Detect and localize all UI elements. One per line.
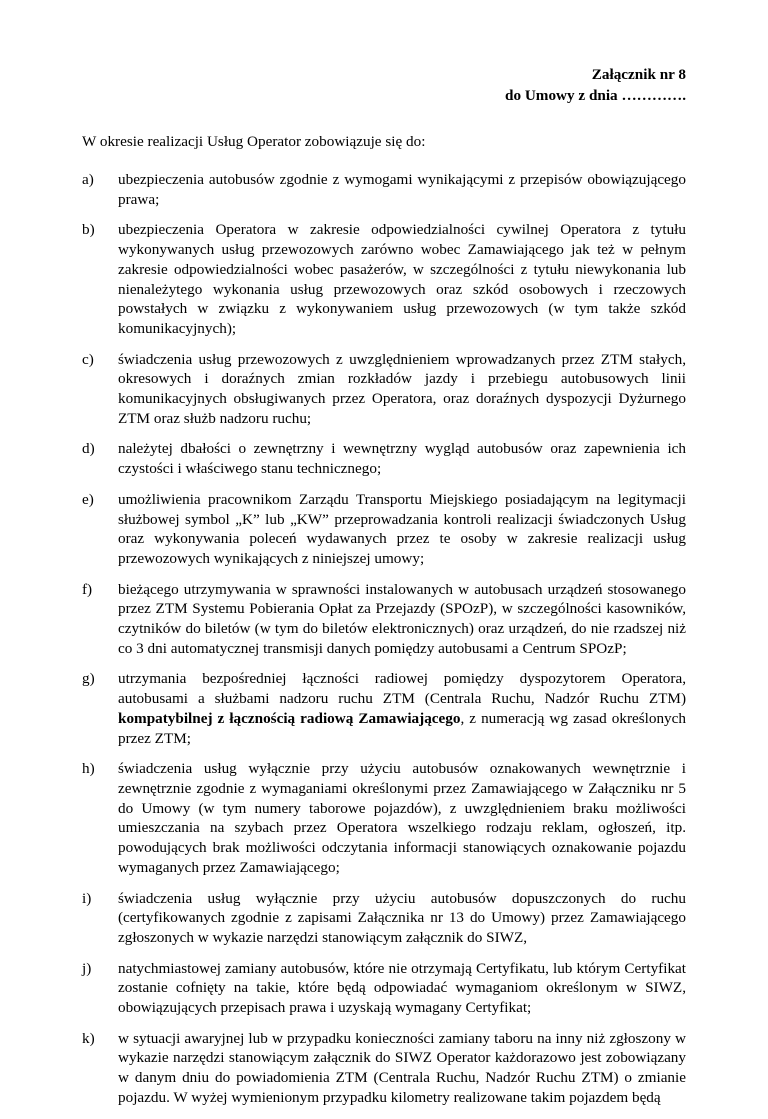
- item-marker: j): [82, 959, 92, 977]
- list-item-a: [82, 170, 686, 209]
- obligations-list: [82, 170, 686, 1119]
- annex-subtitle: do Umowy z dnia ………….: [505, 87, 686, 104]
- item-text: świadczenia usług przewozowych z uwzględnieniem wprowadzanych przez ZTM stałych, okresowych i doraźnych zmian rozkładów jazdy i przebiegu autobusowych linii komunikacyjnych obsługiwanych przez Operatora, oraz doraźnych dyspozycji Dyżurnego ZTM oraz służb nadzoru ruchu;: [118, 350, 686, 427]
- list-item-i: [82, 889, 686, 948]
- item-text: [118, 670, 686, 746]
- item-text-part: utrzymania bezpośredniej łączności radiowej pomiędzy dyspozytorem Operatora, autobusami a służbami nadzoru ruchu ZTM (Centrala Ruchu, Nadzór Ruchu ZTM): [118, 670, 686, 708]
- item-text: ubezpieczenia autobusów zgodnie z wymogami wynikającymi z przepisów obowiązującego prawa;: [118, 171, 686, 208]
- list-item-d: [82, 439, 686, 478]
- item-text: należytej dbałości o zewnętrzny i wewnętrzny wygląd autobusów oraz zapewnienia ich czystości i właściwego stanu technicznego;: [118, 440, 686, 478]
- item-text-bold: kompatybilnej z łącznością radiową Zamawiającego: [118, 709, 461, 727]
- item-text: świadczenia usług wyłącznie przy użyciu autobusów dopuszczonych do ruchu (certyfikowanych zgodnie z zapisami Załącznika nr 13 do Umowy) przez Zamawiającego zgłoszonych w wykazie narzędzi stanowiącym załącznik do SIWZ,: [118, 889, 686, 946]
- item-text-part: , z numeracją wg zasad określonych przez ZTM;: [118, 709, 686, 747]
- list-item-e: [82, 490, 686, 569]
- list-item-f: [82, 580, 686, 659]
- item-marker: d): [82, 440, 95, 458]
- item-text: świadczenia usług wyłącznie przy użyciu autobusów oznakowanych wewnętrznie i zewnętrznie zgodnie z wymaganiami określonymi przez Zamawiającego w Załączniku nr 5 do Umowy (w tym numery taborowe pojazdów), z uwzględnieniem braku możliwości umieszczania na szybach przez Operatora wszelkiego rodzaju reklam, ogłoszeń, itp. powodujących brak możliwości odczytania informacji stanowiących oznakowanie pojazdu wymaganych przez Zamawiającego;: [118, 760, 686, 876]
- list-item-c: [82, 350, 686, 429]
- item-marker: g): [82, 670, 95, 688]
- item-marker: c): [82, 350, 94, 368]
- item-text: w sytuacji awaryjnej lub w przypadku konieczności zamiany taboru na inny niż zgłoszony w wykazie narzędzi stanowiącym załącznik do SIWZ Operator każdorazowo jest zobowiązany w danym dniu do powiadomienia ZTM (Centrala Ruchu, Nadzór Ruchu ZTM) o zmianie pojazdu. W wyżej wymienionym przypadku kilometry realizowane takim pojazdem będą: [118, 1029, 686, 1106]
- item-text: bieżącego utrzymywania w sprawności instalowanych w autobusach urządzeń stosowanego przez ZTM Systemu Pobierania Opłat za Przejazdy (SPOzP), w szczególności kasowników, czytników do biletów (w tym do biletów elektronicznych) oraz urządzeń, do nie rzadszej niż co 3 dni automatycznej transmisji danych pomiędzy autobusami a Centrum SPOzP;: [118, 580, 686, 657]
- annex-title: Załącznik nr 8: [591, 66, 686, 83]
- annex-header: [505, 64, 686, 106]
- item-marker: f): [82, 580, 93, 598]
- item-marker: b): [82, 221, 95, 239]
- item-text: natychmiastowej zamiany autobusów, które nie otrzymają Certyfikatu, lub którym Certyfikat zostanie cofnięty na takie, które będą odpowiadać wymaganiom określonym w SIWZ, obowiązujących przepisach prawa i uzyskają wymagany Certyfikat;: [118, 959, 686, 1017]
- item-marker: i): [82, 889, 92, 907]
- list-item-g: [82, 669, 686, 748]
- item-marker: h): [82, 760, 95, 778]
- item-marker: a): [82, 171, 94, 188]
- list-item-h: [82, 759, 686, 877]
- list-item-j: [82, 959, 686, 1018]
- item-text: umożliwienia pracownikom Zarządu Transportu Miejskiego posiadającym na legitymacji służbowej symbol „K” lub „KW” przeprowadzania kontroli realizacji świadczonych Usług oraz wykonywania poleceń wydawanych przez te osoby w zakresie realizacji usług przewozowych wynikających z niniejszej umowy;: [118, 490, 686, 567]
- item-marker: e): [82, 490, 94, 508]
- list-item-k: [82, 1029, 686, 1108]
- intro-paragraph: W okresie realizacji Usług Operator zobowiązuje się do:: [82, 133, 426, 150]
- item-marker: k): [82, 1029, 95, 1047]
- item-text: ubezpieczenia Operatora w zakresie odpowiedzialności cywilnej Operatora z tytułu wykonywanych usług przewozowych zarówno wobec Zamawiającego jak też w pełnym zakresie odpowiedzialności wobec pasażerów, w szczególności z tytułu niewykonania lub nienależytego wykonania usług przewozowych oraz szkód osobowych i rzeczowych powstałych w związku z wykonywaniem usług przewozowych (w tym także szkód komunikacyjnych);: [118, 221, 686, 337]
- list-item-b: [82, 220, 686, 338]
